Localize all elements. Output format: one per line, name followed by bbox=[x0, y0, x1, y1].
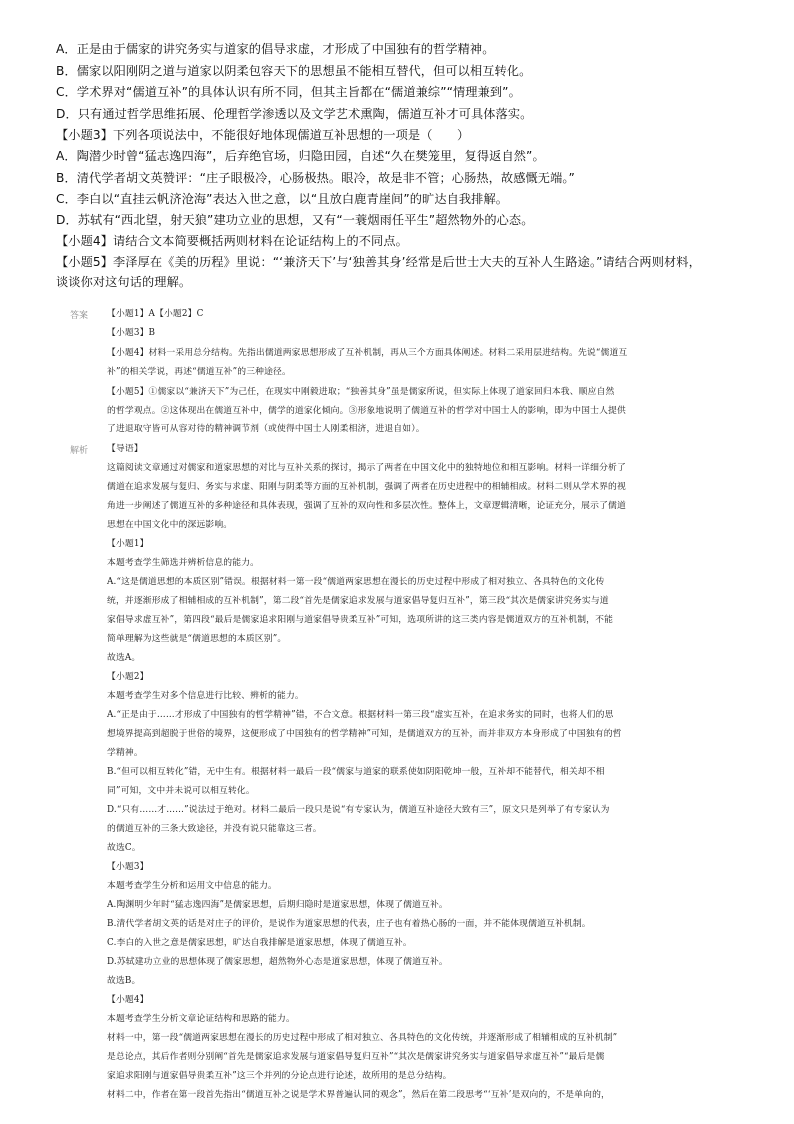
analysis-line: 统，并逐渐形成了相辅相成的互补机制”，第二段“首先是儒家追求发展与道家倡导复归互补”，第三段“其次是儒家讲究务实与道 bbox=[107, 596, 609, 606]
question-3-stem: 【小题3】下列各项说法中，不能很好地体现儒道互补思想的一项是（ ） bbox=[56, 128, 470, 142]
option-c: C．李白以“直挂云帆济沧海”表达入世之意，以“且放白鹿青崖间”的旷达自我排解。 bbox=[56, 192, 509, 206]
option-a: A．正是由于儒家的讲究务实与道家的倡导求虚，才形成了中国独有的哲学精神。 bbox=[56, 42, 495, 56]
analysis-line: A.“这是儒道思想的本质区别”错误。根据材料一第一段“儒道两家思想在漫长的历史过程中形成了相对独立、各具特色的文化传 bbox=[107, 577, 605, 587]
analysis-line: 学精神。 bbox=[107, 748, 143, 758]
answer-line: 的哲学观点。②这体现出在儒道互补中，儒学的道家化倾向。③形象地说明了儒道互补的哲学对中国士人的影响，即为中国士人提供 bbox=[107, 406, 626, 416]
answer-line: 【小题5】①儒家以“兼济天下”为己任，在现实中刚毅进取；“独善其身”虽是儒家所说，但实际上体现了道家回归本我、顺应自然 bbox=[107, 387, 615, 397]
analysis-line: D.“只有……才……”说法过于绝对。材料二最后一段只是说“有专家认为，儒道互补途径大致有三”，原文只是列举了有专家认为 bbox=[107, 805, 610, 815]
analysis-line: 材料二中，作者在第一段首先指出“儒道互补之说是学术界普遍认同的观念”，然后在第二段思考“‘互补’是双向的，不是单向的， bbox=[107, 1090, 610, 1100]
answer-label: 答案 bbox=[70, 311, 89, 321]
analysis-line: 简单理解为这些就是“儒道思想的本质区别”。 bbox=[107, 634, 287, 644]
analysis-line: 【小题2】 bbox=[107, 672, 149, 682]
answer-line: 【小题3】B bbox=[107, 328, 156, 338]
question-4-stem: 【小题4】请结合文本简要概括两则材料在论证结构上的不同点。 bbox=[56, 234, 408, 248]
answer-line: 【小题1】A【小题2】C bbox=[107, 309, 204, 319]
analysis-line: 想境界提高到超脱于世俗的境界，这便形成了中国独有的哲学精神”可知，是儒道双方的互补，而并非双方本身形成了中国独有的哲 bbox=[107, 729, 622, 739]
analysis-line: 儒道在追求发展与复归、务实与求虚、阳刚与阴柔等方面的互补机制，强调了两者在历史进程中的相辅相成。材料二则从学术界的视 bbox=[107, 482, 626, 492]
option-a: A．陶潜少时曾“猛志逸四海”，后弃绝官场，归隐田园，自述“久在樊笼里，复得返自然”。 bbox=[56, 149, 545, 163]
analysis-line: A.陶渊明少年时“猛志逸四海”是儒家思想，后期归隐时是道家思想，体现了儒道互补。 bbox=[107, 900, 448, 910]
option-b: B．儒家以阳刚阴之道与道家以阴柔包容天下的思想虽不能相互替代，但可以相互转化。 bbox=[56, 64, 532, 78]
analysis-line: A.“正是由于……才形成了中国独有的哲学精神”错，不合文意。根据材料一第三段“虚实互补，在追求务实的同时，也将人们的思 bbox=[107, 710, 614, 720]
answer-line: 补”的相关学说，再述“儒道互补”的三种途径。 bbox=[107, 367, 291, 377]
analysis-line: 材料一中，第一段“儒道两家思想在漫长的历史过程中形成了相对独立、各具特色的文化传统，并逐渐形成了相辅相成的互补机制” bbox=[107, 1033, 618, 1043]
analysis-line: 同”可知，文中并未说可以相互转化。 bbox=[107, 786, 255, 796]
analysis-line: 故选A。 bbox=[107, 653, 141, 663]
analysis-line: 本题考查学生筛选并辨析信息的能力。 bbox=[107, 558, 260, 568]
analysis-line: 家追求阳刚与道家倡导贵柔互补”这三个并列的分论点进行论述，故所用的是总分结构。 bbox=[107, 1071, 452, 1081]
analysis-line: 家倡导求虚互补”，第四段“最后是儒家追求阳刚与道家倡导贵柔互补”可知，选项所讲的这三类内容是儒道双方的互补机制，不能 bbox=[107, 615, 614, 625]
analysis-line: 【导语】 bbox=[107, 444, 143, 454]
analysis-label: 解析 bbox=[70, 446, 89, 456]
analysis-line: 本题考查学生对多个信息进行比较、辨析的能力。 bbox=[107, 691, 304, 701]
analysis-line: 思想在中国文化中的深远影响。 bbox=[107, 520, 233, 530]
option-d: D．只有通过哲学思维拓展、伦理哲学渗透以及文学艺术熏陶，儒道互补才可具体落实。 bbox=[56, 107, 533, 121]
question-5-stem-cont: 谈谈你对这句话的理解。 bbox=[56, 275, 192, 289]
analysis-line: 本题考查学生分析文章论证结构和思路的能力。 bbox=[107, 1014, 295, 1024]
option-c: C．学术界对“儒道互补”的具体认识有所不同，但其主旨都在“儒道兼综”“情理兼到”。 bbox=[56, 85, 521, 99]
analysis-line: 【小题1】 bbox=[107, 539, 149, 549]
answer-line: 【小题4】材料一采用总分结构。先指出儒道两家思想形成了互补机制，再从三个方面具体阐述。材料二采用层进结构。先说“儒道互 bbox=[107, 348, 628, 358]
analysis-line: 【小题3】 bbox=[107, 862, 149, 872]
answer-line: 了进退取守皆可从容对待的精神调节剂（或使得中国士人刚柔相济，进退自如）。 bbox=[107, 424, 425, 434]
analysis-line: 角进一步阐述了儒道互补的多种途径和具体表现，强调了互补的双向性和多层次性。整体上，文章逻辑清晰，论证充分，展示了儒道 bbox=[107, 501, 626, 511]
analysis-line: 【小题4】 bbox=[107, 995, 149, 1005]
analysis-line: B.“但可以相互转化”错，无中生有。根据材料一最后一段“儒家与道家的联系使如阴阳乾坤一般，互补却不能替代，相关却不相 bbox=[107, 767, 605, 777]
analysis-line: 故选C。 bbox=[107, 843, 141, 853]
analysis-line: C.李白的入世之意是儒家思想，旷达自我排解是道家思想，体现了儒道互补。 bbox=[107, 938, 412, 948]
option-d: D．苏轼有“西北望，射天狼”建功立业的思想，又有“一蓑烟雨任平生”超然物外的心态。 bbox=[56, 213, 534, 227]
analysis-line: 故选B。 bbox=[107, 976, 141, 986]
analysis-line: 是总论点，其后作者则分别阐“首先是儒家追求发展与道家倡导复归互补”“其次是儒家讲究务实与道家倡导求虚互补”“最后是儒 bbox=[107, 1052, 605, 1062]
analysis-line: B.清代学者胡文英的话是对庄子的评价，是说作为道家思想的代表，庄子也有着热心肠的一面，并不能体现儒道互补机制。 bbox=[107, 919, 591, 929]
analysis-line: D.苏轼建功立业的思想体现了儒家思想，超然物外心态是道家思想，体现了儒道互补。 bbox=[107, 957, 448, 967]
question-5-stem: 【小题5】李泽厚在《美的历程》里说：“‘兼济天下’与‘独善其身’经常是后世士大夫的互补人生路途。”请结合两则材料， bbox=[56, 255, 701, 269]
analysis-line: 的儒道互补的三条大致途径，并没有说只能靠这三者。 bbox=[107, 824, 322, 834]
option-b: B．清代学者胡文英赞评：“庄子眼极冷，心肠极热。眼冷，故是非不管；心肠热，故感慨无端。” bbox=[56, 171, 575, 185]
analysis-line: 这篇阅读文章通过对儒家和道家思想的对比与互补关系的探讨，揭示了两者在中国文化中的独特地位和相互影响。材料一详细分析了 bbox=[107, 463, 626, 473]
analysis-line: 本题考查学生分析和运用文中信息的能力。 bbox=[107, 881, 277, 891]
